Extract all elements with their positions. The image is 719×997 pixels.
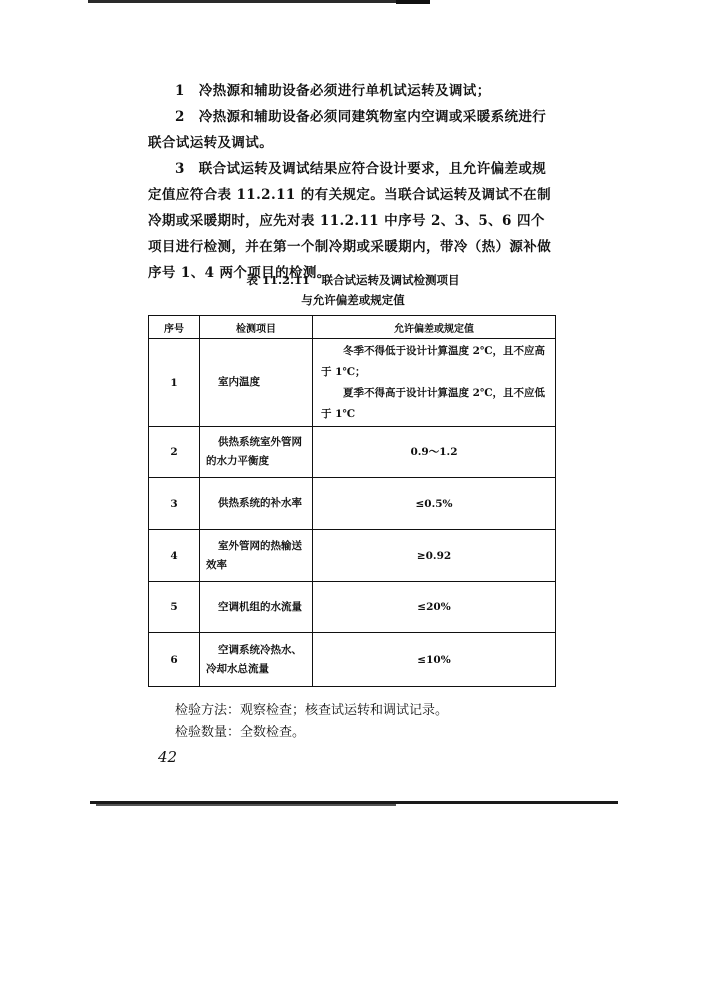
row-value: 0.9～1.2 [313,427,556,478]
table-row [149,427,556,478]
row-item-text: 供热系统室外管网的水力平衡度 [206,436,302,467]
clause-2: 2 冷热源和辅助设备必须同建筑物室内空调或采暖系统进行联合试运转及调试。 [148,109,547,151]
row-item-text: 室内温度 [218,376,260,388]
test-items-table [148,315,556,687]
table-row [149,530,556,582]
row-value: ≥0.92 [313,530,556,582]
inspection-quantity: 检验数量：全数检查。 [175,725,306,740]
row-item-text: 空调机组的水流量 [218,600,302,613]
table-caption-line1: 表 11.2.11 联合试运转及调试检测项目 [246,273,460,287]
row-value-winter: 冬季不得低于设计计算温度 2℃，且不应高于 1℃； [321,344,546,378]
clause-3: 3 联合试运转及调试结果应符合设计要求，且允许偏差或规定值应符合表 11.2.11 的有关规定。当联合试运转及调试不在制冷期或采暖期时，应先对表 11.2.11 中序号 2、3、5、6 四个项目进行检测，并在第一个制冷期或采暖期内，带冷（热）源补做序号 1、4 两个项目的检测。 [148,161,552,281]
row-no: 5 [149,582,200,633]
row-no: 2 [149,427,200,478]
row-item [200,478,313,530]
row-no: 1 [149,339,200,427]
row-item-text: 供热系统的补水率 [218,497,302,509]
top-rule-accent [396,0,430,4]
table-row [149,582,556,633]
table-row [149,633,556,687]
row-value: ≤0.5% [313,478,556,530]
row-no: 3 [149,478,200,530]
inspection-method: 检验方法：观察检查；核查试运转和调试记录。 [175,703,449,718]
row-item-text: 室外管网的热输送效率 [206,539,302,571]
header-item: 检测项目 [200,316,313,339]
clause-1: 1 冷热源和辅助设备必须进行单机试运转及调试； [175,83,491,99]
bottom-rule-shadow [96,804,396,806]
row-no: 6 [149,633,200,687]
row-item [200,633,313,687]
row-item [200,427,313,478]
header-no: 序号 [149,316,200,339]
table-header-row [149,316,556,339]
top-rule [88,0,430,3]
table-row [149,339,556,427]
table-caption-line2: 与允许偏差或规定值 [301,293,405,307]
row-item [200,530,313,582]
row-value [313,339,556,427]
row-value: ≤10% [313,633,556,687]
row-value: ≤20% [313,582,556,633]
header-value: 允许偏差或规定值 [313,316,556,339]
row-no: 4 [149,530,200,582]
row-value-summer: 夏季不得高于设计计算温度 2℃，且不应低于 1℃ [321,386,546,420]
row-item [200,582,313,633]
row-item-text: 空调系统冷热水、冷却水总流量 [206,643,302,675]
page-number: 42 [158,748,178,766]
row-item [200,339,313,427]
table-row [149,478,556,530]
